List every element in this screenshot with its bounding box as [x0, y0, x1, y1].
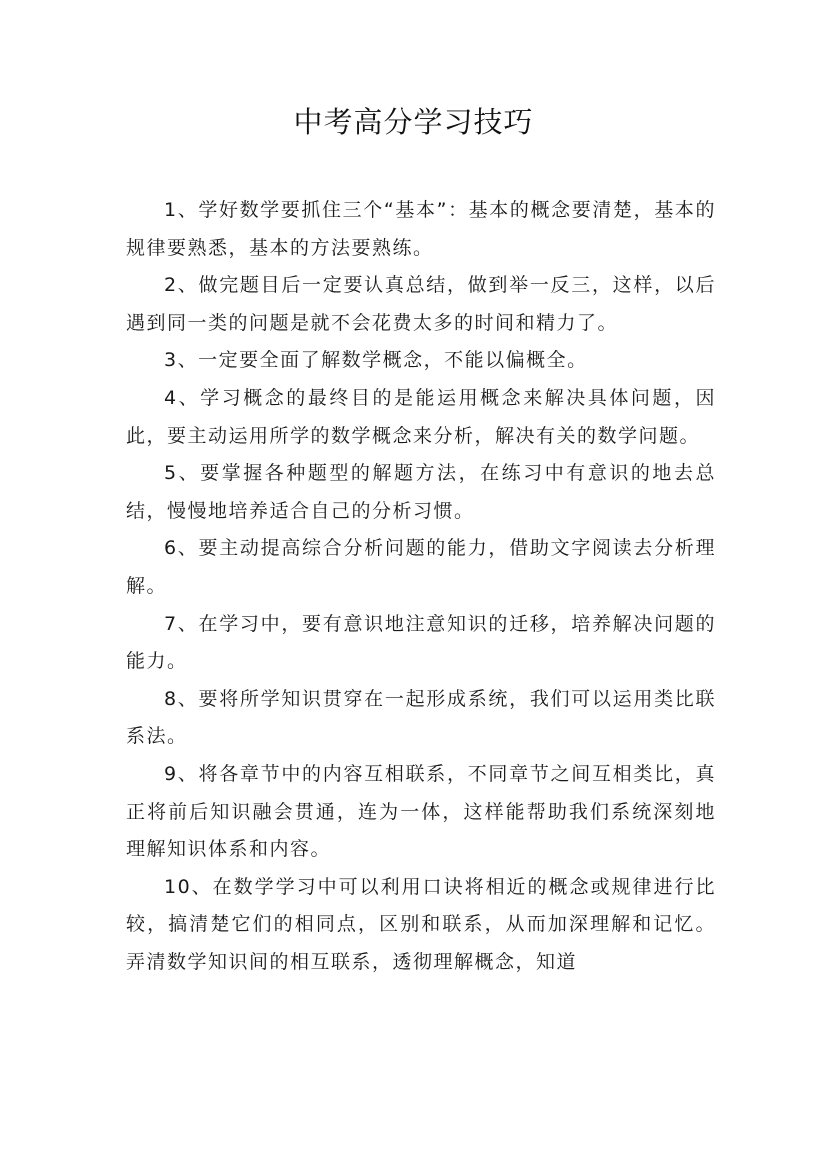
paragraph-3: 3、一定要全面了解数学概念，不能以偏概全。: [164, 349, 588, 372]
paragraph-10: 10、在数学学习中可以利用口诀将相近的概念或规律进行比较，搞清楚它们的相同点，区别和联系，从而加深理解和记忆。弄清数学知识间的相互联系，透彻理解概念，知道: [126, 875, 716, 973]
document-title: 中考高分学习技巧: [293, 105, 534, 139]
paragraph-1: 1、学好数学要抓住三个“基本”：基本的概念要清楚，基本的规律要熟悉，基本的方法要熟练。: [126, 199, 716, 259]
paragraph-4: 4、学习概念的最终目的是能运用概念来解决具体问题，因此，要主动运用所学的数学概念来分析，解决有关的数学问题。: [126, 386, 716, 447]
paragraph-2: 2、做完题目后一定要认真总结，做到举一反三，这样，以后遇到同一类的问题是就不会花费太多的时间和精力了。: [126, 274, 716, 334]
document-body: [126, 192, 716, 981]
paragraph-8: 8、要将所学知识贯穿在一起形成系统，我们可以运用类比联系法。: [126, 687, 716, 748]
paragraph-7: 7、在学习中，要有意识地注意知识的迁移，培养解决问题的能力。: [126, 612, 716, 673]
paragraph-6: 6、要主动提高综合分析问题的能力，借助文字阅读去分析理解。: [126, 537, 716, 597]
paragraph-5: 5、要掌握各种题型的解题方法，在练习中有意识的地去总结，慢慢地培养适合自己的分析习惯。: [126, 462, 716, 522]
paragraph-9: 9、将各章节中的内容互相联系，不同章节之间互相类比，真正将前后知识融会贯通，连为一体，这样能帮助我们系统深刻地理解知识体系和内容。: [126, 762, 716, 861]
